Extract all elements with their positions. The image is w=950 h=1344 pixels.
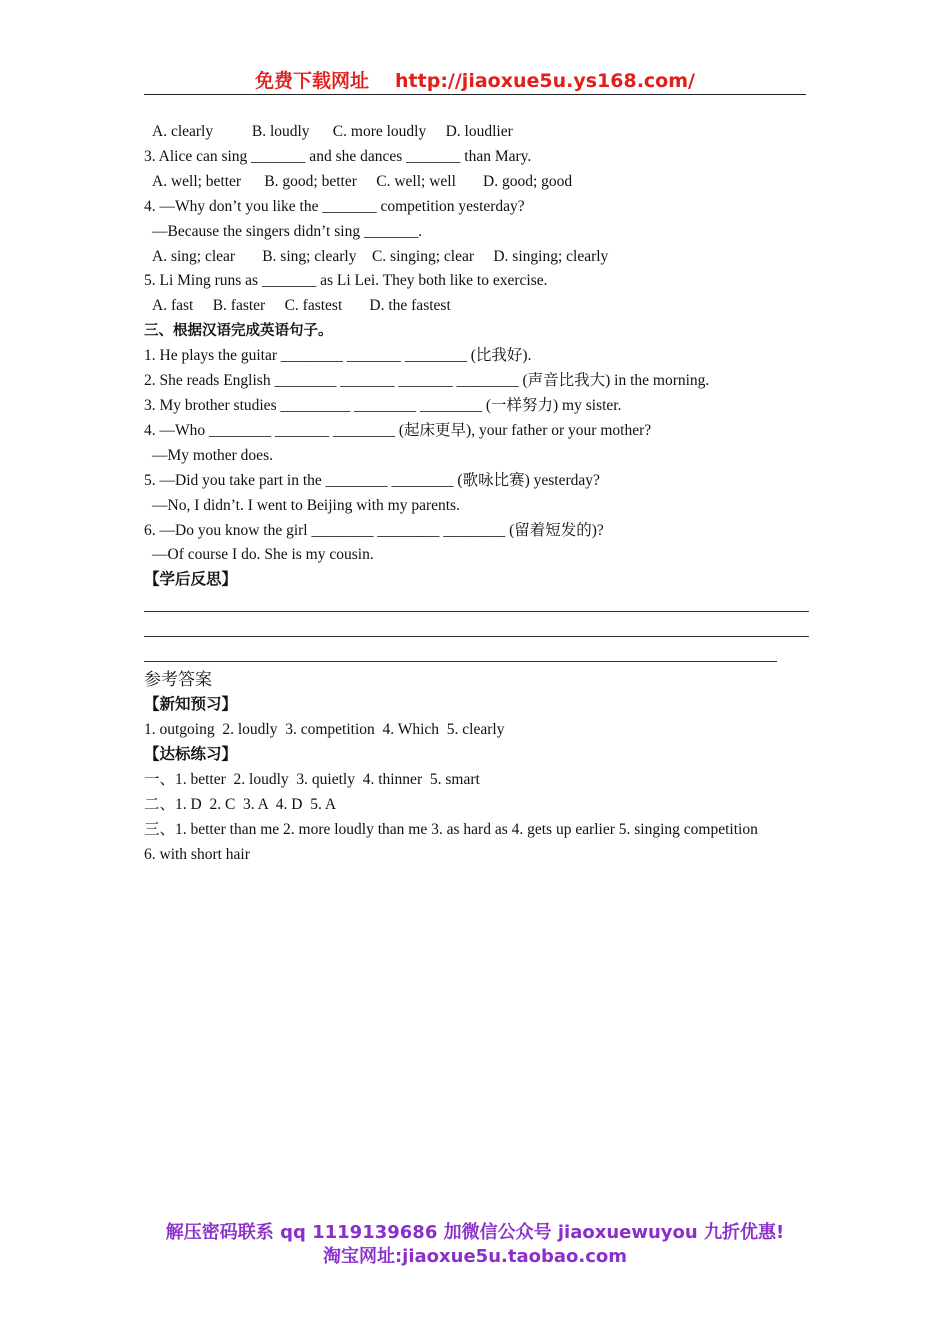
page-header [144, 66, 806, 95]
s3-item-3: 3. My brother studies _________ ________ ________ (一样努力) my sister. [144, 396, 622, 414]
reflection-line-1 [144, 593, 809, 612]
q4-question: 4. —Why don’t you like the _______ competition yesterday? [144, 197, 525, 215]
answers-title: 参考答案 [144, 670, 212, 690]
reflection-line-2 [144, 618, 809, 637]
s3-item-4-reply: —My mother does. [152, 446, 273, 464]
reflection-heading: 【学后反思】 [144, 571, 238, 589]
footer-contact: 解压密码联系 qq 1119139686 加微信公众号 jiaoxuewuyou 九折优惠! [165, 1222, 785, 1243]
preview-answers: 1. outgoing 2. loudly 3. competition 4. Which 5. clearly [144, 721, 505, 739]
q4-reply: —Because the singers didn’t sing _______. [152, 222, 423, 240]
s3-item-6: 6. —Do you know the girl ________ ________ ________ (留着短发的)? [144, 521, 604, 539]
q4-options: A. sing; clear B. sing; clearly C. singing; clear D. singing; clearly [152, 247, 609, 265]
practice-heading: 【达标练习】 [144, 745, 238, 763]
section-3-heading: 三、根据汉语完成英语句子。 [144, 323, 333, 340]
s3-item-5-reply: —No, I didn’t. I went to Beijing with my parents. [152, 496, 460, 514]
q3-question: 3. Alice can sing _______ and she dances _______ than Mary. [144, 147, 532, 165]
practice-answers-2: 二、1. D 2. C 3. A 4. D 5. A [144, 795, 337, 813]
s3-item-6-reply: —Of course I do. She is my cousin. [152, 546, 374, 564]
s3-item-2: 2. She reads English ________ _______ _______ ________ (声音比我大) in the morning. [144, 372, 710, 390]
preview-heading: 【新知预习】 [144, 696, 238, 714]
s3-item-5: 5. —Did you take part in the ________ ________ (歌咏比赛) yesterday? [144, 471, 600, 489]
q5-options: A. fast B. faster C. fastest D. the fastest [152, 297, 451, 315]
s3-item-4: 4. —Who ________ _______ ________ (起床更早), your father or your mother? [144, 421, 652, 439]
q2-options: A. clearly B. loudly C. more loudly D. loudlier [152, 123, 513, 140]
q5-question: 5. Li Ming runs as _______ as Li Lei. They both like to exercise. [144, 272, 548, 290]
document-body [144, 120, 809, 867]
footer-taobao-link[interactable]: 淘宝网址:jiaoxue5u.taobao.com [322, 1246, 627, 1267]
s3-item-1: 1. He plays the guitar ________ _______ ________ (比我好). [144, 347, 532, 365]
practice-answers-1: 一、1. better 2. loudly 3. quietly 4. thinner 5. smart [144, 770, 480, 788]
q3-options: A. well; better B. good; better C. well; well D. good; good [152, 172, 573, 190]
reflection-line-3 [144, 643, 777, 662]
practice-answers-3: 三、1. better than me 2. more loudly than me 3. as hard as 4. gets up earlier 5. singing competition 6. with short hair [144, 820, 758, 863]
header-url-link[interactable]: http://jiaoxue5u.ys168.com/ [395, 70, 695, 92]
header-label: 免费下载网址 [255, 70, 370, 92]
